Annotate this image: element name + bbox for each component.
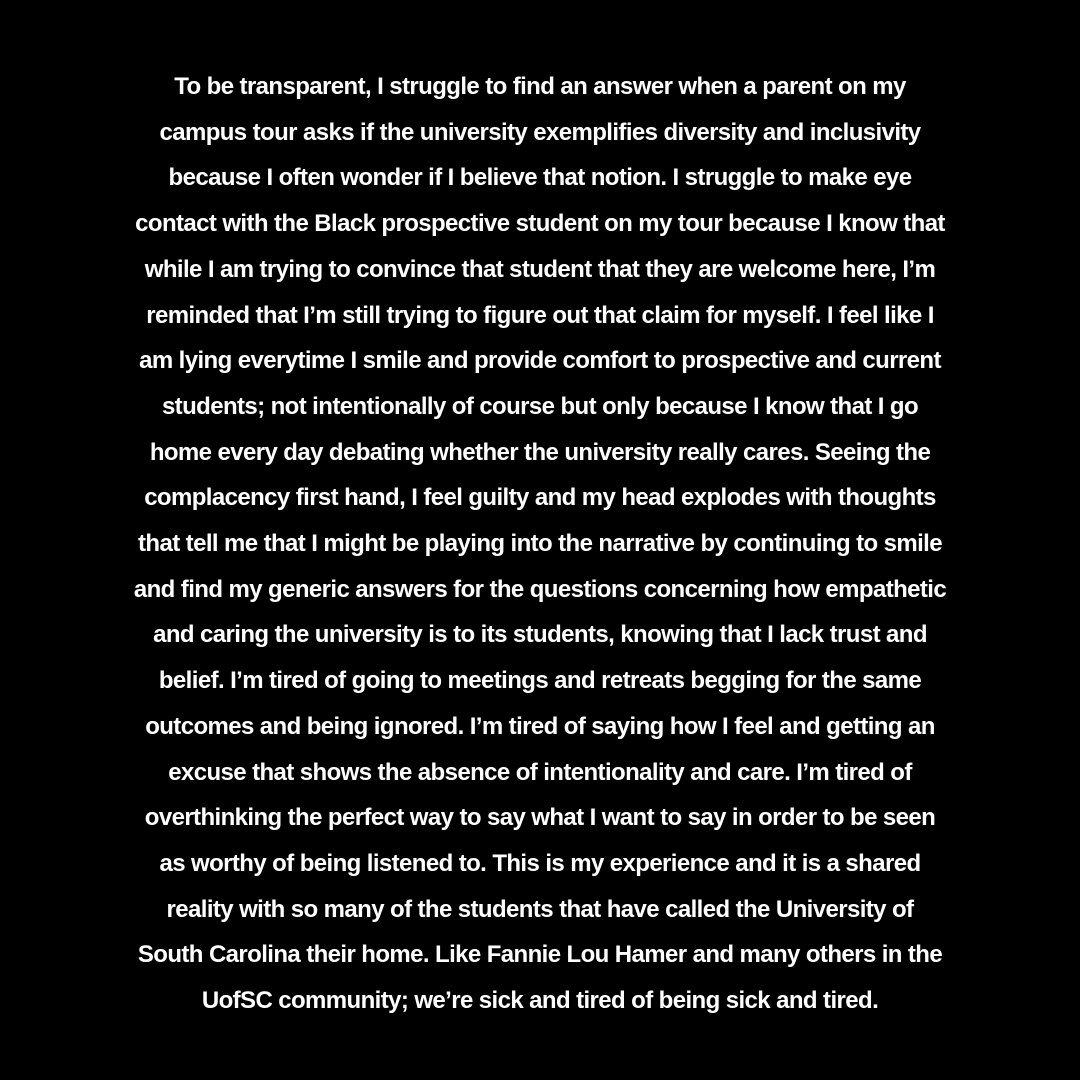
statement-line-20: South Carolina their home. Like Fannie Lou Hamer and many others in the bbox=[137, 941, 943, 969]
statement-line-2: campus tour asks if the university exemplifies diversity and inclusivity bbox=[159, 118, 921, 146]
statement-line-11: that tell me that I might be playing into the narrative by continuing to smile bbox=[138, 530, 942, 558]
statement-line-13: and caring the university is to its students, knowing that I lack trust and bbox=[153, 621, 927, 649]
statement-line-15: outcomes and being ignored. I’m tired of saying how I feel and getting an bbox=[145, 712, 935, 740]
statement-line-12: and find my generic answers for the questions concerning how empathetic bbox=[133, 575, 947, 603]
statement-line-8: students; not intentionally of course but only because I know that I go bbox=[161, 392, 919, 420]
statement-line-4: contact with the Black prospective student on my tour because I know that bbox=[135, 210, 945, 238]
statement-line-5: while I am trying to convince that student that they are welcome here, I’m bbox=[144, 255, 936, 283]
statement-line-21: UofSC community; we’re sick and tired of being sick and tired. bbox=[201, 987, 879, 1015]
statement-line-9: home every day debating whether the university really cares. Seeing the bbox=[149, 438, 931, 466]
statement-line-10: complacency first hand, I feel guilty and my head explodes with thoughts bbox=[144, 484, 936, 512]
statement-line-3: because I often wonder if I believe that notion. I struggle to make eye bbox=[168, 164, 912, 192]
statement-line-16: excuse that shows the absence of intentionality and care. I’m tired of bbox=[168, 758, 912, 786]
statement-line-14: belief. I’m tired of going to meetings and retreats begging for the same bbox=[158, 667, 922, 695]
statement-text bbox=[40, 64, 1040, 1024]
statement-line-19: reality with so many of the students that have called the University of bbox=[166, 895, 914, 923]
statement-line-17: overthinking the perfect way to say what I want to say in order to be seen bbox=[144, 804, 936, 832]
statement-line-18: as worthy of being listened to. This is my experience and it is a shared bbox=[159, 849, 921, 877]
statement-line-1: To be transparent, I struggle to find an answer when a parent on my bbox=[174, 73, 906, 100]
statement-line-6: reminded that I’m still trying to figure out that claim for myself. I feel like I bbox=[146, 301, 934, 329]
statement-line-7: am lying everytime I smile and provide comfort to prospective and current bbox=[139, 347, 941, 375]
